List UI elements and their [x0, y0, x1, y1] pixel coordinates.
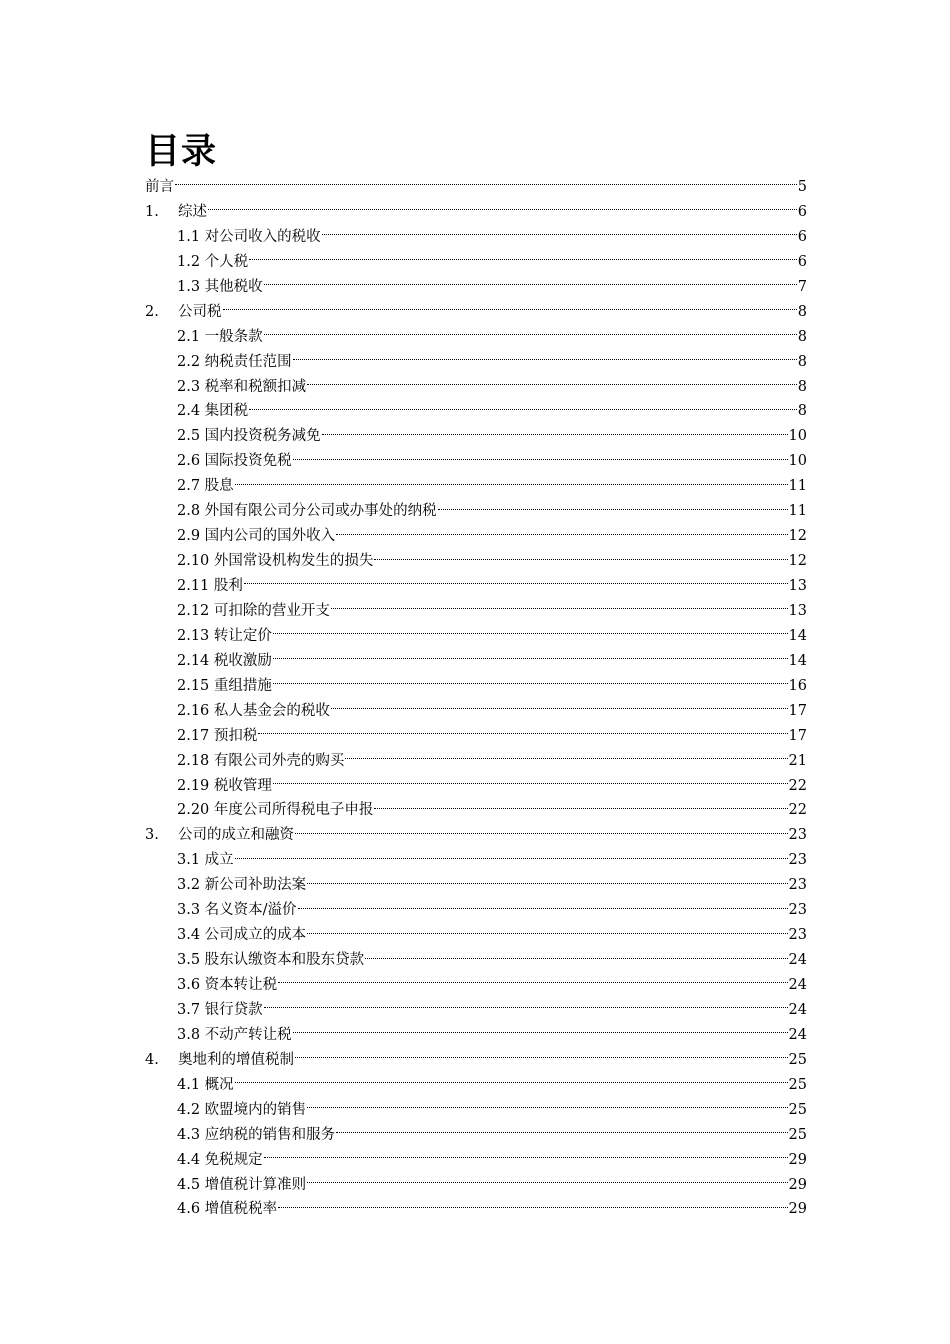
toc-entry-page-number: 29 — [788, 1201, 807, 1218]
toc-entry[interactable] — [145, 350, 807, 375]
toc-entry-page-number: 23 — [788, 852, 807, 869]
toc-entry-page-number: 23 — [788, 827, 807, 844]
toc-entry-label: 2.20 年度公司所得税电子申报 — [177, 802, 374, 819]
toc-entry-page-number: 14 — [788, 627, 807, 644]
toc-entry-label: 2.17 预扣税 — [177, 727, 258, 744]
dot-leader — [175, 183, 797, 185]
toc-entry-page-number: 23 — [788, 877, 807, 894]
toc-entry-page-number: 6 — [797, 228, 807, 245]
dot-leader — [374, 558, 787, 560]
toc-entry[interactable] — [145, 649, 807, 674]
toc-entry[interactable] — [145, 200, 807, 225]
toc-entry-page-number: 25 — [788, 1076, 807, 1093]
toc-entry-page-number: 8 — [797, 403, 807, 420]
toc-entry[interactable] — [145, 898, 807, 923]
dot-leader — [331, 607, 788, 609]
toc-entry-label: 4.4 免税规定 — [177, 1151, 263, 1168]
toc-entry-page-number: 24 — [788, 1001, 807, 1018]
dot-leader — [249, 258, 797, 260]
toc-entry[interactable] — [145, 873, 807, 898]
dot-leader — [293, 1031, 788, 1033]
dot-leader — [244, 582, 788, 584]
dot-leader — [235, 1081, 788, 1083]
dot-leader — [293, 358, 797, 360]
toc-entry-label: 4.5 增值税计算准则 — [177, 1176, 307, 1193]
toc-entry-label: 综述 — [178, 203, 207, 220]
toc-entry-label: 3.2 新公司补助法案 — [177, 877, 307, 894]
toc-entry[interactable] — [145, 474, 807, 499]
toc-entry[interactable] — [145, 225, 807, 250]
toc-entry-page-number: 8 — [797, 378, 807, 395]
toc-entry[interactable] — [145, 998, 807, 1023]
dot-leader — [336, 1131, 787, 1133]
dot-leader — [235, 483, 788, 485]
toc-entry-label: 2.13 转让定价 — [177, 627, 272, 644]
toc-entry-label: 2.18 有限公司外壳的购买 — [177, 752, 345, 769]
toc-entry-page-number: 16 — [788, 677, 807, 694]
dot-leader — [264, 1156, 788, 1158]
toc-entry[interactable] — [145, 823, 807, 848]
toc-entry-label: 2.3 税率和税额扣减 — [177, 378, 307, 395]
toc-entry-page-number: 10 — [788, 428, 807, 445]
toc-entry-label: 2.7 股息 — [177, 478, 234, 495]
toc-entry-page-number: 14 — [788, 652, 807, 669]
toc-entry[interactable] — [145, 250, 807, 275]
toc-entry[interactable] — [145, 798, 807, 823]
toc-entry-page-number: 29 — [788, 1176, 807, 1193]
toc-entry[interactable] — [145, 948, 807, 973]
toc-entry[interactable] — [145, 1197, 807, 1222]
toc-entry-page-number: 25 — [788, 1051, 807, 1068]
toc-entry-page-number: 11 — [788, 478, 807, 495]
toc-entry-label: 2.19 税收管理 — [177, 777, 272, 794]
toc-entry-label: 2.5 国内投资税务减免 — [177, 428, 321, 445]
dot-leader — [278, 981, 787, 983]
toc-entry-label: 3.4 公司成立的成本 — [177, 927, 307, 944]
toc-entry[interactable] — [145, 973, 807, 998]
toc-entry-page-number: 23 — [788, 902, 807, 919]
toc-entry[interactable] — [145, 674, 807, 699]
dot-leader — [331, 707, 788, 709]
toc-entry-page-number: 17 — [788, 727, 807, 744]
toc-entry-page-number: 24 — [788, 952, 807, 969]
toc-entry-label: 奥地利的增值税制 — [178, 1051, 294, 1068]
toc-entry[interactable] — [145, 524, 807, 549]
toc-entry-label: 3.3 名义资本/溢价 — [177, 902, 297, 919]
dot-leader — [307, 1106, 787, 1108]
toc-entry-label: 2.8 外国有限公司分公司或办事处的纳税 — [177, 503, 437, 520]
toc-entry-page-number: 13 — [788, 578, 807, 594]
toc-entry-label: 2.4 集团税 — [177, 403, 249, 420]
toc-entry-page-number: 6 — [797, 253, 807, 270]
toc-entry[interactable] — [145, 549, 807, 574]
dot-leader — [264, 1006, 788, 1008]
toc-entry-label: 3.6 资本转让税 — [177, 977, 278, 993]
toc-entry[interactable] — [145, 1173, 807, 1198]
toc-entry-number: 4. — [145, 1051, 159, 1068]
dot-leader — [208, 208, 797, 210]
toc-entry-page-number: 6 — [797, 203, 807, 220]
toc-title: 目录 — [145, 132, 218, 172]
toc-entry[interactable] — [145, 774, 807, 799]
toc-entry-page-number: 10 — [788, 453, 807, 470]
dot-leader — [278, 1206, 787, 1208]
toc-entry-number: 1. — [145, 203, 159, 220]
toc-entry-label: 1.3 其他税收 — [177, 278, 263, 295]
toc-entry-page-number: 7 — [797, 278, 807, 295]
dot-leader — [223, 308, 797, 310]
toc-entry[interactable] — [145, 1098, 807, 1123]
toc-entry-label: 公司的成立和融资 — [178, 827, 294, 844]
toc-entry-label: 2.1 一般条款 — [177, 328, 263, 345]
dot-leader — [295, 832, 788, 834]
dot-leader — [322, 233, 797, 235]
toc-entry[interactable] — [145, 1148, 807, 1173]
toc-entry-page-number: 17 — [788, 702, 807, 719]
dot-leader — [438, 508, 788, 510]
dot-leader — [295, 1056, 788, 1058]
dot-leader — [345, 757, 787, 759]
dot-leader — [273, 682, 788, 684]
toc-entry[interactable] — [145, 724, 807, 749]
dot-leader — [264, 283, 797, 285]
toc-entry-page-number: 8 — [797, 328, 807, 345]
toc-entry-label: 2.2 纳税责任范围 — [177, 353, 292, 370]
dot-leader — [322, 433, 788, 435]
toc-entry[interactable] — [145, 1048, 807, 1073]
toc-entry-label: 2.15 重组措施 — [177, 677, 272, 694]
toc-entry-page-number: 24 — [788, 977, 807, 993]
toc-entry[interactable] — [145, 749, 807, 774]
toc-entry-label: 1.2 个人税 — [177, 253, 249, 270]
table-of-contents — [145, 175, 807, 1222]
toc-entry-label: 4.3 应纳税的销售和服务 — [177, 1126, 336, 1143]
toc-entry-label: 3.7 银行贷款 — [177, 1001, 263, 1018]
toc-entry-page-number: 5 — [797, 179, 807, 195]
toc-entry[interactable] — [145, 424, 807, 449]
toc-entry-label: 1.1 对公司收入的税收 — [177, 228, 321, 245]
toc-entry-page-number: 8 — [797, 303, 807, 320]
toc-entry-label: 3.1 成立 — [177, 852, 234, 869]
toc-entry-label: 2.16 私人基金会的税收 — [177, 702, 330, 719]
toc-entry-label: 2.10 外国常设机构发生的损失 — [177, 553, 374, 570]
toc-entry-label: 2.9 国内公司的国外收入 — [177, 528, 336, 545]
toc-entry-page-number: 21 — [788, 752, 807, 769]
toc-entry[interactable] — [145, 399, 807, 424]
toc-entry-label: 2.14 税收激励 — [177, 652, 272, 669]
dot-leader — [298, 907, 788, 909]
toc-entry-page-number: 12 — [788, 528, 807, 545]
dot-leader — [273, 632, 788, 634]
toc-entry[interactable] — [145, 848, 807, 873]
dot-leader — [258, 732, 787, 734]
toc-entry[interactable] — [145, 574, 807, 599]
toc-entry[interactable] — [145, 325, 807, 350]
dot-leader — [307, 932, 787, 934]
toc-entry-page-number: 13 — [788, 602, 807, 619]
dot-leader — [307, 383, 797, 385]
toc-entry[interactable] — [145, 599, 807, 624]
toc-entry-number: 2. — [145, 303, 159, 320]
dot-leader — [264, 333, 797, 335]
toc-entry-page-number: 8 — [797, 353, 807, 370]
toc-entry[interactable] — [145, 699, 807, 724]
toc-entry-label: 3.8 不动产转让税 — [177, 1026, 292, 1043]
toc-entry-label: 2.11 股利 — [177, 578, 243, 594]
toc-entry[interactable] — [145, 923, 807, 948]
toc-entry[interactable] — [145, 499, 807, 524]
toc-entry-label: 2.12 可扣除的营业开支 — [177, 602, 330, 619]
dot-leader — [307, 1181, 787, 1183]
dot-leader — [249, 408, 797, 410]
toc-entry-page-number: 24 — [788, 1026, 807, 1043]
toc-entry-label: 4.2 欧盟境内的销售 — [177, 1101, 307, 1118]
toc-entry-label: 公司税 — [178, 303, 222, 320]
toc-entry-label: 前言 — [145, 179, 174, 195]
toc-entry[interactable] — [145, 1123, 807, 1148]
toc-entry-number: 3. — [145, 827, 159, 844]
dot-leader — [273, 657, 788, 659]
toc-entry-page-number: 11 — [788, 503, 807, 520]
toc-entry[interactable] — [145, 449, 807, 474]
toc-entry-label: 4.6 增值税税率 — [177, 1201, 278, 1218]
dot-leader — [273, 782, 788, 784]
dot-leader — [307, 882, 787, 884]
toc-entry-page-number: 22 — [788, 777, 807, 794]
toc-entry[interactable] — [145, 175, 807, 200]
toc-entry[interactable] — [145, 375, 807, 400]
dot-leader — [336, 533, 787, 535]
toc-entry-label: 3.5 股东认缴资本和股东贷款 — [177, 952, 365, 969]
toc-entry[interactable] — [145, 300, 807, 325]
toc-entry[interactable] — [145, 1023, 807, 1048]
toc-entry-page-number: 23 — [788, 927, 807, 944]
toc-entry-page-number: 29 — [788, 1151, 807, 1168]
dot-leader — [365, 957, 787, 959]
toc-entry-page-number: 25 — [788, 1101, 807, 1118]
toc-entry-page-number: 12 — [788, 553, 807, 570]
toc-entry[interactable] — [145, 624, 807, 649]
dot-leader — [293, 458, 788, 460]
toc-entry-label: 2.6 国际投资免税 — [177, 453, 292, 470]
toc-entry-page-number: 25 — [788, 1126, 807, 1143]
toc-entry[interactable] — [145, 275, 807, 300]
toc-entry-page-number: 22 — [788, 802, 807, 819]
dot-leader — [235, 857, 788, 859]
dot-leader — [374, 807, 787, 809]
toc-entry[interactable] — [145, 1073, 807, 1098]
toc-entry-label: 4.1 概况 — [177, 1076, 234, 1093]
